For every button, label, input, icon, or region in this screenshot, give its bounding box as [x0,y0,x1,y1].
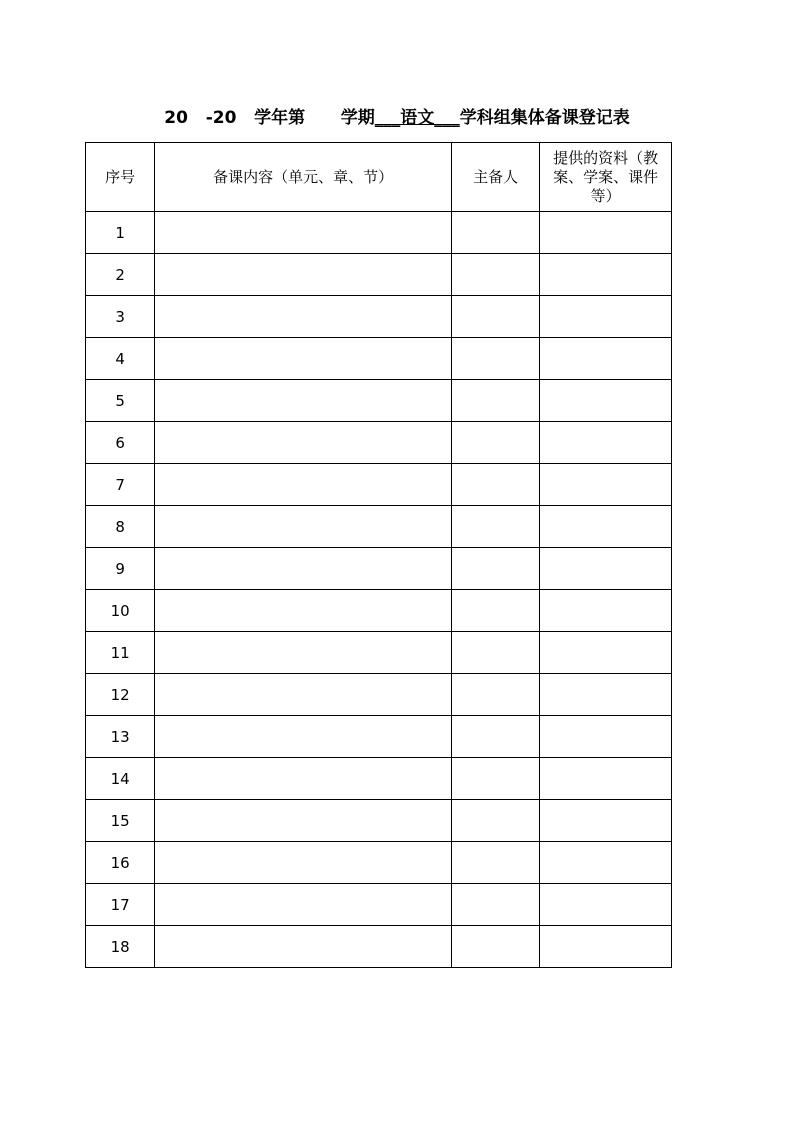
content-cell[interactable] [155,296,452,338]
materials-cell[interactable] [540,632,672,674]
content-cell[interactable] [155,212,452,254]
content-cell[interactable] [155,926,452,968]
row-number: 9 [86,548,155,590]
lead-cell[interactable] [451,716,539,758]
content-cell[interactable] [155,254,452,296]
lead-cell[interactable] [451,338,539,380]
lead-cell[interactable] [451,758,539,800]
content-cell[interactable] [155,800,452,842]
title-subject: ___语文___ [374,108,460,128]
content-cell[interactable] [155,464,452,506]
content-cell[interactable] [155,590,452,632]
content-cell[interactable] [155,380,452,422]
row-number: 16 [86,842,155,884]
table-row [86,590,672,632]
materials-cell[interactable] [540,380,672,422]
table-row [86,338,672,380]
content-cell[interactable] [155,338,452,380]
materials-cell[interactable] [540,254,672,296]
row-number: 14 [86,758,155,800]
row-number: 18 [86,926,155,968]
table-row [86,758,672,800]
row-number: 6 [86,422,155,464]
materials-cell[interactable] [540,548,672,590]
header-content: 备课内容（单元、章、节） [155,143,452,212]
row-number: 4 [86,338,155,380]
materials-cell[interactable] [540,506,672,548]
materials-cell[interactable] [540,842,672,884]
header-materials-label: 提供的资料（教案、学案、课件等） [553,148,659,205]
materials-cell[interactable] [540,212,672,254]
row-number: 15 [86,800,155,842]
page-title [0,104,794,132]
lead-cell[interactable] [451,674,539,716]
table-row [86,884,672,926]
lead-cell[interactable] [451,926,539,968]
header-materials [540,143,672,212]
lead-cell[interactable] [451,422,539,464]
table-row [86,842,672,884]
content-cell[interactable] [155,506,452,548]
row-number: 3 [86,296,155,338]
content-cell[interactable] [155,548,452,590]
materials-cell[interactable] [540,296,672,338]
table-row [86,548,672,590]
header-lead: 主备人 [451,143,539,212]
table-row [86,506,672,548]
table-row [86,926,672,968]
lead-cell[interactable] [451,548,539,590]
row-number: 17 [86,884,155,926]
materials-cell[interactable] [540,716,672,758]
materials-cell[interactable] [540,590,672,632]
materials-cell[interactable] [540,674,672,716]
content-cell[interactable] [155,674,452,716]
row-number: 5 [86,380,155,422]
materials-cell[interactable] [540,884,672,926]
row-number: 11 [86,632,155,674]
content-cell[interactable] [155,884,452,926]
table-row [86,800,672,842]
table-row [86,716,672,758]
row-number: 1 [86,212,155,254]
row-number: 7 [86,464,155,506]
table-row [86,212,672,254]
lead-cell[interactable] [451,842,539,884]
registration-table [85,142,672,968]
table-row [86,422,672,464]
header-row [86,143,672,212]
row-number: 8 [86,506,155,548]
lead-cell[interactable] [451,254,539,296]
content-cell[interactable] [155,632,452,674]
title-prefix: 20 -20 学年第 学期 [164,108,375,128]
lead-cell[interactable] [451,590,539,632]
materials-cell[interactable] [540,338,672,380]
row-number: 2 [86,254,155,296]
lead-cell[interactable] [451,506,539,548]
content-cell[interactable] [155,716,452,758]
materials-cell[interactable] [540,926,672,968]
table-row [86,464,672,506]
table-row [86,254,672,296]
table-row [86,296,672,338]
lead-cell[interactable] [451,632,539,674]
table-row [86,380,672,422]
materials-cell[interactable] [540,464,672,506]
header-seq: 序号 [86,143,155,212]
lead-cell[interactable] [451,380,539,422]
lead-cell[interactable] [451,800,539,842]
row-number: 10 [86,590,155,632]
materials-cell[interactable] [540,800,672,842]
row-number: 12 [86,674,155,716]
materials-cell[interactable] [540,758,672,800]
lead-cell[interactable] [451,212,539,254]
materials-cell[interactable] [540,422,672,464]
lead-cell[interactable] [451,884,539,926]
content-cell[interactable] [155,422,452,464]
row-number: 13 [86,716,155,758]
title-suffix: 学科组集体备课登记表 [459,108,630,128]
content-cell[interactable] [155,842,452,884]
table-row [86,632,672,674]
table-row [86,674,672,716]
lead-cell[interactable] [451,464,539,506]
content-cell[interactable] [155,758,452,800]
lead-cell[interactable] [451,296,539,338]
